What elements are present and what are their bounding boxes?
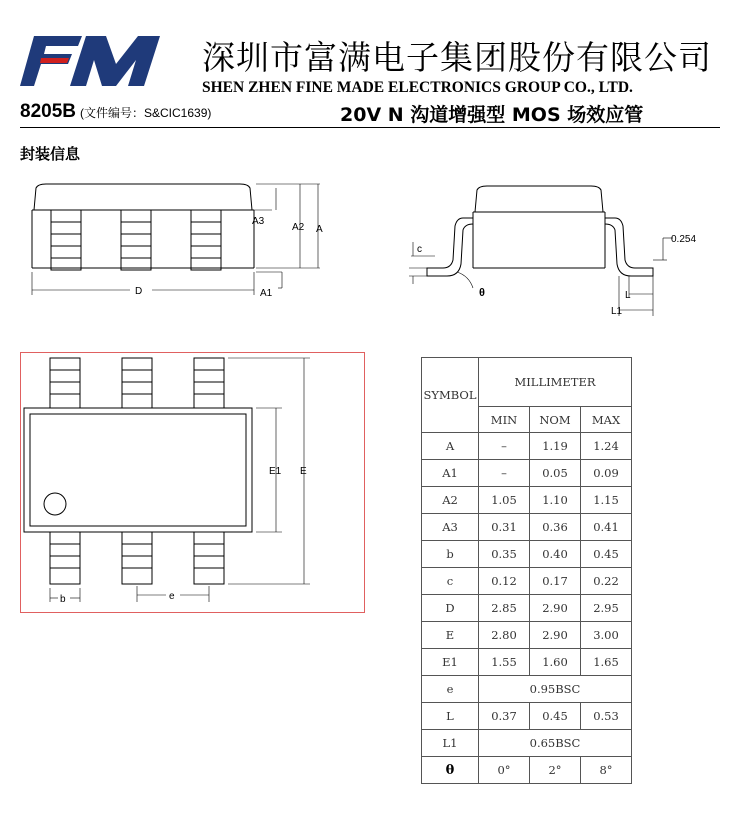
cell-symbol: E1 xyxy=(422,649,479,676)
table-row xyxy=(422,676,632,703)
table-row xyxy=(422,757,632,784)
cell-max: 2.95 xyxy=(581,595,632,622)
cell-symbol: e xyxy=(422,676,479,703)
label-d: D xyxy=(135,286,143,297)
dimension-table xyxy=(421,357,632,784)
cell-symbol: θ xyxy=(422,757,479,784)
cell-value: 0.65BSC xyxy=(479,730,632,757)
cell-max: 1.15 xyxy=(581,487,632,514)
part-number: 8205B xyxy=(20,101,76,122)
cell-symbol: A3 xyxy=(422,514,479,541)
cell-min: 0.37 xyxy=(479,703,530,730)
label-e1: E1 xyxy=(269,466,282,477)
cell-max: 1.24 xyxy=(581,433,632,460)
table-row xyxy=(422,730,632,757)
table-row xyxy=(422,514,632,541)
cell-min: 0.31 xyxy=(479,514,530,541)
cell-min: 0.35 xyxy=(479,541,530,568)
cell-nom: 2.90 xyxy=(530,622,581,649)
label-c: c xyxy=(417,244,422,255)
header-min: MIN xyxy=(479,407,530,433)
label-e-big: E xyxy=(300,466,307,477)
table-row xyxy=(422,460,632,487)
cell-max: 0.41 xyxy=(581,514,632,541)
cell-nom: 0.45 xyxy=(530,703,581,730)
cell-max: 1.65 xyxy=(581,649,632,676)
label-a2: A2 xyxy=(292,222,305,233)
cell-min: – xyxy=(479,460,530,487)
cell-nom: 1.19 xyxy=(530,433,581,460)
label-a3: A3 xyxy=(252,216,265,227)
cell-nom: 0.36 xyxy=(530,514,581,541)
table-row xyxy=(422,703,632,730)
cell-symbol: b xyxy=(422,541,479,568)
cell-symbol: A1 xyxy=(422,460,479,487)
label-0254: 0.254 xyxy=(671,234,697,245)
document-number: (文件编号：S&CIC1639) xyxy=(80,106,212,120)
header-symbol: SYMBOL xyxy=(422,358,479,433)
cell-nom: 1.60 xyxy=(530,649,581,676)
header-max: MAX xyxy=(581,407,632,433)
cell-min: 0.12 xyxy=(479,568,530,595)
label-a: A xyxy=(316,224,323,235)
company-name-cn: 深圳市富满电子集团股份有限公司 xyxy=(202,38,712,77)
end-view-drawing xyxy=(395,180,715,320)
part-number-line xyxy=(20,101,211,123)
table-row xyxy=(422,487,632,514)
cell-min: 0° xyxy=(479,757,530,784)
cell-max: 3.00 xyxy=(581,622,632,649)
cell-min: 2.85 xyxy=(479,595,530,622)
cell-symbol: L xyxy=(422,703,479,730)
table-row xyxy=(422,649,632,676)
cell-symbol: A xyxy=(422,433,479,460)
cell-nom: 0.05 xyxy=(530,460,581,487)
cell-symbol: E xyxy=(422,622,479,649)
cell-value: 0.95BSC xyxy=(479,676,632,703)
side-view-drawing xyxy=(20,180,340,300)
cell-max: 0.53 xyxy=(581,703,632,730)
cell-min: 1.55 xyxy=(479,649,530,676)
label-l: L xyxy=(625,290,631,301)
header-unit: MILLIMETER xyxy=(479,358,632,407)
cell-symbol: A2 xyxy=(422,487,479,514)
cell-min: 1.05 xyxy=(479,487,530,514)
table-row xyxy=(422,541,632,568)
cell-max: 8° xyxy=(581,757,632,784)
table-row xyxy=(422,568,632,595)
company-logo xyxy=(20,36,160,86)
part-title: 20V N 沟道增强型 MOS 场效应管 xyxy=(340,104,644,126)
cell-symbol: c xyxy=(422,568,479,595)
header-divider xyxy=(20,127,720,128)
top-view-drawing xyxy=(20,352,366,614)
table-header-row xyxy=(422,358,632,407)
cell-max: 0.22 xyxy=(581,568,632,595)
cell-max: 0.45 xyxy=(581,541,632,568)
cell-nom: 2° xyxy=(530,757,581,784)
company-name-en: SHEN ZHEN FINE MADE ELECTRONICS GROUP CO., LTD. xyxy=(202,79,633,96)
section-title: 封装信息 xyxy=(20,145,81,163)
label-b: b xyxy=(60,594,66,605)
cell-nom: 1.10 xyxy=(530,487,581,514)
header-nom: NOM xyxy=(530,407,581,433)
cell-nom: 0.17 xyxy=(530,568,581,595)
cell-nom: 2.90 xyxy=(530,595,581,622)
label-e-small: e xyxy=(169,591,175,602)
label-a1: A1 xyxy=(260,288,273,299)
cell-symbol: D xyxy=(422,595,479,622)
cell-min: – xyxy=(479,433,530,460)
cell-nom: 0.40 xyxy=(530,541,581,568)
label-l1: L1 xyxy=(611,306,623,317)
cell-symbol: L1 xyxy=(422,730,479,757)
cell-min: 2.80 xyxy=(479,622,530,649)
cell-max: 0.09 xyxy=(581,460,632,487)
table-row xyxy=(422,595,632,622)
label-theta: θ xyxy=(479,287,485,299)
table-row xyxy=(422,433,632,460)
table-row xyxy=(422,622,632,649)
